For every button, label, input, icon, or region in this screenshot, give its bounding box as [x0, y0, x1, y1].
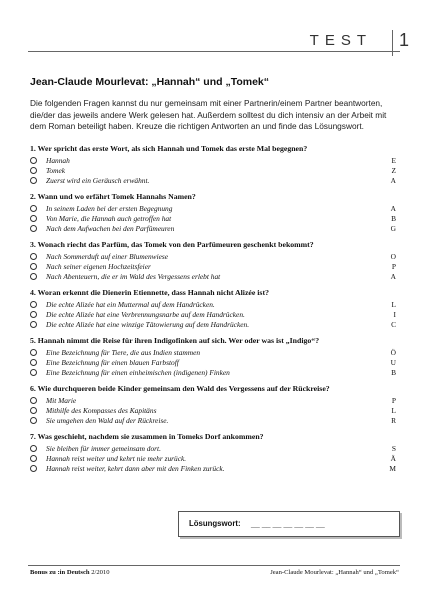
answer-option[interactable] [30, 252, 396, 262]
radio-button[interactable] [30, 369, 37, 376]
question-4 [30, 288, 396, 330]
option-text: Mithilfe des Kompasses des Kapitäns [46, 406, 157, 415]
option-letter: O [390, 252, 396, 261]
footer-issue: 2/2010 [89, 569, 110, 576]
option-letter: A [390, 272, 396, 281]
radio-button[interactable] [30, 321, 37, 328]
question-3 [30, 240, 396, 282]
answer-option[interactable] [30, 368, 396, 378]
answer-option[interactable] [30, 300, 396, 310]
radio-button[interactable] [30, 407, 37, 414]
question-title: 1. Wer spricht das erste Wort, als sich Hannah und Tomek das erste Mal begegnen? [30, 144, 308, 153]
option-text: Nach seiner eigenen Hochzeitsfeier [46, 262, 151, 271]
intro-paragraph: Die folgenden Fragen kannst du nur gemeinsam mit einer Partnerin/einem Partner beantworten, die/der das jeweils andere Werk gelesen hat. Außerdem solltest du dich intensiv an der Arbeit mit dem Roman beteiligt haben. Kreuze die richtigen Antworten an und finde das Lösungswort. [30, 98, 387, 131]
option-text: Eine Bezeichnung für einen einheimischen (indigenen) Finken [46, 368, 230, 377]
option-text: Mit Marie [46, 396, 77, 405]
question-title: 4. Woran erkennt die Dienerin Etiennette, dass Hannah nicht Alizée ist? [30, 288, 269, 297]
radio-button[interactable] [30, 311, 37, 318]
answer-option[interactable] [30, 416, 396, 426]
option-letter: A [390, 176, 396, 185]
option-letter: S [391, 444, 396, 453]
radio-button[interactable] [30, 359, 37, 366]
answer-option[interactable] [30, 320, 396, 330]
option-letter: C [391, 320, 396, 329]
solution-word-slots[interactable]: __ __ __ __ __ __ __ [251, 519, 325, 528]
radio-button[interactable] [30, 205, 37, 212]
answer-option[interactable] [30, 396, 396, 406]
answer-option[interactable] [30, 156, 396, 166]
option-letter: A [390, 204, 396, 213]
radio-button[interactable] [30, 225, 37, 232]
option-letter: B [391, 368, 396, 377]
question-7 [30, 432, 396, 474]
question-list [30, 144, 396, 480]
answer-option[interactable] [30, 454, 396, 464]
header-title: TEST [309, 32, 372, 49]
option-letter: L [391, 300, 396, 309]
answer-option[interactable] [30, 214, 396, 224]
answer-option[interactable] [30, 204, 396, 214]
radio-button[interactable] [30, 215, 37, 222]
option-text: Sie umgehen den Wald auf der Rückreise. [46, 416, 169, 425]
page-header [28, 30, 400, 52]
radio-button[interactable] [30, 301, 37, 308]
answer-option[interactable] [30, 348, 396, 358]
header-rule [28, 51, 400, 52]
option-text: Hannah reist weiter und kehrt nie mehr zurück. [46, 454, 187, 463]
footer-rule [28, 565, 400, 566]
option-text: Sie bleiben für immer gemeinsam dort. [46, 444, 161, 453]
option-letter: R [391, 416, 396, 425]
question-6 [30, 384, 396, 426]
radio-button[interactable] [30, 253, 37, 260]
option-letter: L [391, 406, 396, 415]
question-title: 6. Wie durchqueren beide Kinder gemeinsam den Wald des Vergessens auf der Rückreise? [30, 384, 330, 393]
option-letter: Ö [390, 348, 396, 357]
option-text: Die echte Alizée hat eine Verbrennungsnarbe auf dem Handrücken. [46, 310, 245, 319]
radio-button[interactable] [30, 455, 37, 462]
answer-option[interactable] [30, 358, 396, 368]
option-letter: Ä [390, 454, 396, 463]
option-letter: P [391, 396, 396, 405]
radio-button[interactable] [30, 157, 37, 164]
answer-option[interactable] [30, 166, 396, 176]
option-text: Die echte Alizée hat ein Muttermal auf dem Handrücken. [46, 300, 215, 309]
question-1 [30, 144, 396, 186]
answer-option[interactable] [30, 272, 396, 282]
option-text: Eine Bezeichnung für einen blauen Farbstoff [46, 358, 179, 367]
radio-button[interactable] [30, 417, 37, 424]
radio-button[interactable] [30, 349, 37, 356]
answer-option[interactable] [30, 464, 396, 474]
footer-source: Bonus zu :in Deutsch [30, 569, 90, 576]
option-letter: M [389, 464, 396, 473]
option-letter: Z [391, 166, 396, 175]
option-text: Nach Abenteuern, die er im Wald des Vergessens erlebt hat [46, 272, 221, 281]
answer-option[interactable] [30, 310, 396, 320]
option-letter: P [391, 262, 396, 271]
option-letter: G [390, 224, 396, 233]
option-text: Nach dem Aufwachen bei den Parfümeuren [46, 224, 175, 233]
radio-button[interactable] [30, 397, 37, 404]
option-text: Eine Bezeichnung für Tiere, die aus Indien stammen [46, 348, 201, 357]
radio-button[interactable] [30, 465, 37, 472]
answer-option[interactable] [30, 224, 396, 234]
footer-left [30, 569, 110, 576]
answer-option[interactable] [30, 176, 396, 186]
option-text: Hannah reist weiter, kehrt dann aber mit den Finken zurück. [46, 464, 225, 473]
question-5 [30, 336, 396, 378]
option-text: Hannah [46, 156, 70, 165]
radio-button[interactable] [30, 273, 37, 280]
answer-option[interactable] [30, 444, 396, 454]
solution-word-box[interactable] [178, 511, 400, 537]
option-letter: B [391, 214, 396, 223]
radio-button[interactable] [30, 167, 37, 174]
page-number: 1 [399, 30, 410, 50]
question-title: 5. Hannah nimmt die Reise für ihren Indigofinken auf sich. Wer oder was ist „Indigo“? [30, 336, 320, 345]
option-letter: I [393, 310, 396, 319]
answer-option[interactable] [30, 262, 396, 272]
option-letter: U [390, 358, 396, 367]
document-title: Jean-Claude Mourlevat: „Hannah“ und „Tomek“ [30, 76, 270, 88]
option-letter: E [391, 156, 396, 165]
question-title: 3. Wonach riecht das Parfüm, das Tomek von den Parfümeuren geschenkt bekommt? [30, 240, 314, 249]
radio-button[interactable] [30, 445, 37, 452]
question-title: 2. Wann und wo erfährt Tomek Hannahs Namen? [30, 192, 196, 201]
option-text: In seinem Laden bei der ersten Begegnung [46, 204, 173, 213]
footer-right: Jean-Claude Mourlevat: „Hannah“ und „Tomek“ [270, 569, 399, 576]
solution-word-label: Lösungswort: [189, 519, 241, 528]
option-text: Nach Sommerduft auf einer Blumenwiese [46, 252, 169, 261]
question-title: 7. Was geschieht, nachdem sie zusammen in Tomeks Dorf ankommen? [30, 432, 264, 441]
option-text: Die echte Alizée hat eine winzige Tätowierung auf dem Handrücken. [46, 320, 250, 329]
option-text: Tomek [46, 166, 66, 175]
radio-button[interactable] [30, 177, 37, 184]
question-2 [30, 192, 396, 234]
option-text: Von Marie, die Hannah auch getroffen hat [46, 214, 172, 223]
header-separator [392, 30, 393, 56]
radio-button[interactable] [30, 263, 37, 270]
option-text: Zuerst wird ein Geräusch erwähnt. [46, 176, 150, 185]
answer-option[interactable] [30, 406, 396, 416]
